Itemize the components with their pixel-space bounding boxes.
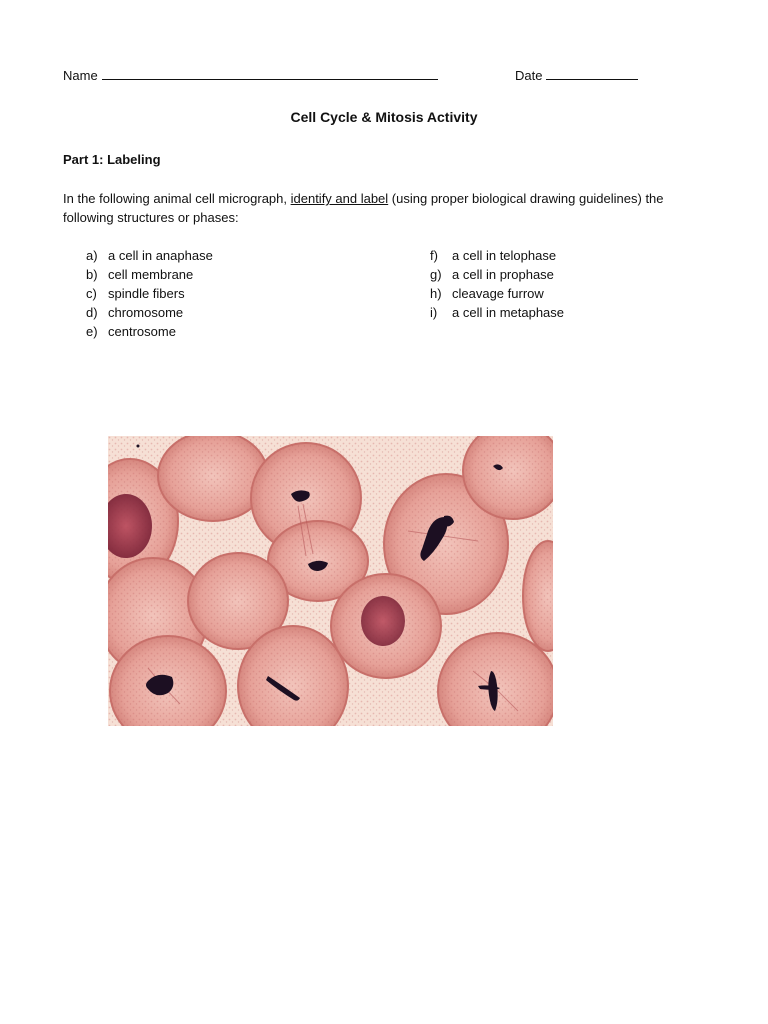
part-heading: Part 1: Labeling [63, 152, 161, 167]
list-item [430, 246, 564, 265]
list-item [430, 303, 564, 322]
list-letter: d) [86, 305, 98, 320]
list-letter: a) [86, 248, 98, 263]
list-text: a cell in telophase [452, 248, 557, 263]
cell-micrograph [108, 436, 553, 726]
label-list-left [86, 246, 213, 341]
name-field[interactable] [63, 66, 438, 83]
micrograph-texture [108, 436, 553, 726]
list-letter: e) [86, 324, 98, 339]
instructions-before: In the following animal cell micrograph, [63, 191, 291, 206]
instructions-underlined: identify and label [290, 191, 389, 206]
list-letter: i) [430, 305, 438, 320]
list-text: cell membrane [108, 267, 194, 282]
instructions-after: (using proper biological drawing guidelines) the following structures or phases: [63, 191, 664, 225]
list-text: a cell in anaphase [108, 248, 213, 263]
list-letter: h) [430, 286, 442, 301]
list-item [86, 246, 213, 265]
list-text: chromosome [108, 305, 184, 320]
list-text: a cell in metaphase [452, 305, 565, 320]
list-letter: b) [86, 267, 98, 282]
list-text: spindle fibers [108, 286, 185, 301]
name-label: Name [63, 68, 98, 83]
list-item [86, 322, 213, 341]
date-blank-line[interactable] [546, 66, 638, 80]
list-text: a cell in prophase [452, 267, 554, 282]
list-item [86, 284, 213, 303]
instructions [63, 189, 703, 227]
list-text: cleavage furrow [452, 286, 544, 301]
nucleus-prophase [361, 596, 405, 646]
micrograph-drawing [108, 436, 553, 726]
list-item [86, 265, 213, 284]
debris-dot [137, 445, 140, 448]
document-title: Cell Cycle & Mitosis Activity [290, 109, 478, 125]
list-item [430, 265, 564, 284]
list-item [86, 303, 213, 322]
list-text: centrosome [108, 324, 176, 339]
date-label: Date [515, 68, 543, 83]
list-item [430, 284, 564, 303]
name-blank-line[interactable] [102, 66, 438, 80]
date-field[interactable] [515, 66, 638, 83]
list-letter: c) [86, 286, 97, 301]
list-letter: g) [430, 267, 442, 282]
label-list-right [430, 246, 564, 322]
list-letter: f) [430, 248, 438, 263]
